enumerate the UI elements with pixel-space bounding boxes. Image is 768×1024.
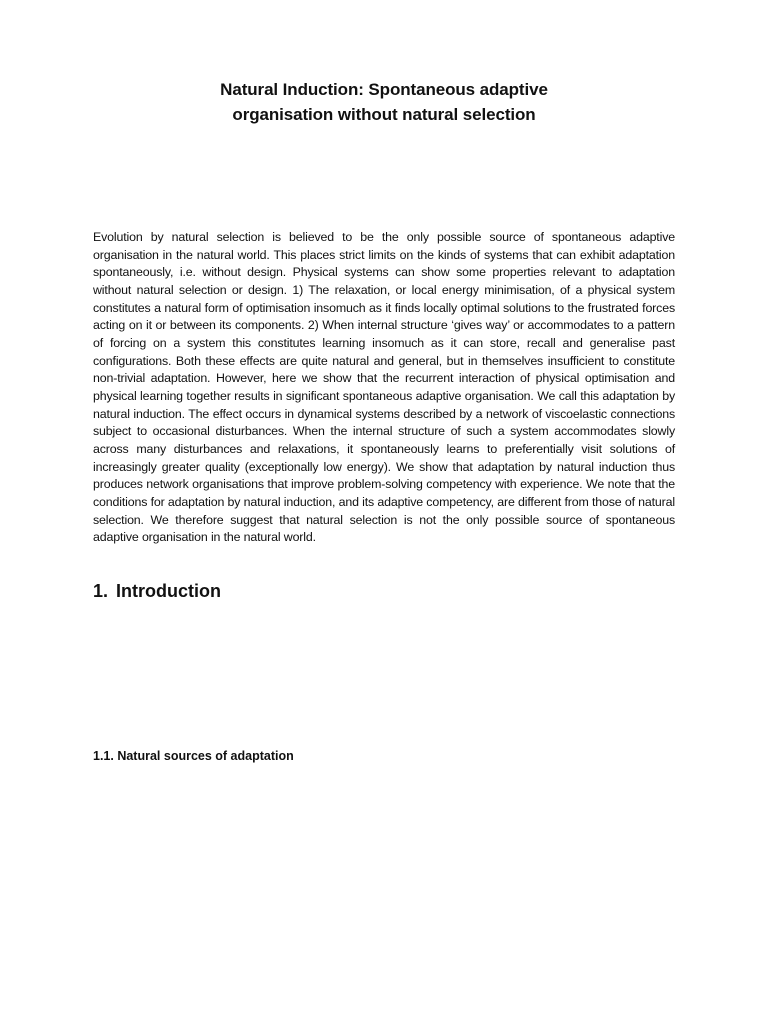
paper-title <box>0 77 768 127</box>
section-heading-introduction <box>93 579 221 603</box>
subsection-heading-natural-sources: 1.1. Natural sources of adaptation <box>93 749 294 763</box>
section-title: Introduction <box>116 581 221 601</box>
paper-title-line-2: organisation without natural selection <box>232 105 536 125</box>
section-number: 1. <box>93 581 109 601</box>
paper-title-line-1: Natural Induction: Spontaneous adaptive <box>220 80 548 100</box>
abstract-paragraph: Evolution by natural selection is believed to be the only possible source of spontaneous adaptive organisation in the natural world. This places strict limits on the kinds of systems that can exhibit adaptation spontaneously, i.e. without design. Physical systems can show some properties relevant to adaptation without natural selection or design. 1) The relaxation, or local energy minimisation, of a physical system constitutes a natural form of optimisation insomuch as it finds locally optimal solutions to the frustrated forces acting on it or between its components. 2) When internal structure ‘gives way’ or accommodates to a pattern of forcing on a system this constitutes learning insomuch as it can store, recall and generalise past configurations. Both these effects are quite natural and general, but in themselves insufficient to constitute non-trivial adaptation. However, here we show that the recurrent interaction of physical optimisation and physical learning together results in significant spontaneous adaptive organisation. We call this adaptation by natural induction. The effect occurs in dynamical systems described by a network of viscoelastic connections subject to occasional disturbances. When the internal structure of such a system accommodates slowly across many disturbances and relaxations, it spontaneously learns to preferentially visit solutions of increasingly greater quality (exceptionally low energy). We show that adaptation by natural induction thus produces network organisations that improve problem-solving competency with experience. We note that the conditions for adaptation by natural induction, and its adaptive competency, are different from those of natural selection. We therefore suggest that natural selection is not the only possible source of spontaneous adaptive organisation in the natural world. <box>93 230 675 545</box>
